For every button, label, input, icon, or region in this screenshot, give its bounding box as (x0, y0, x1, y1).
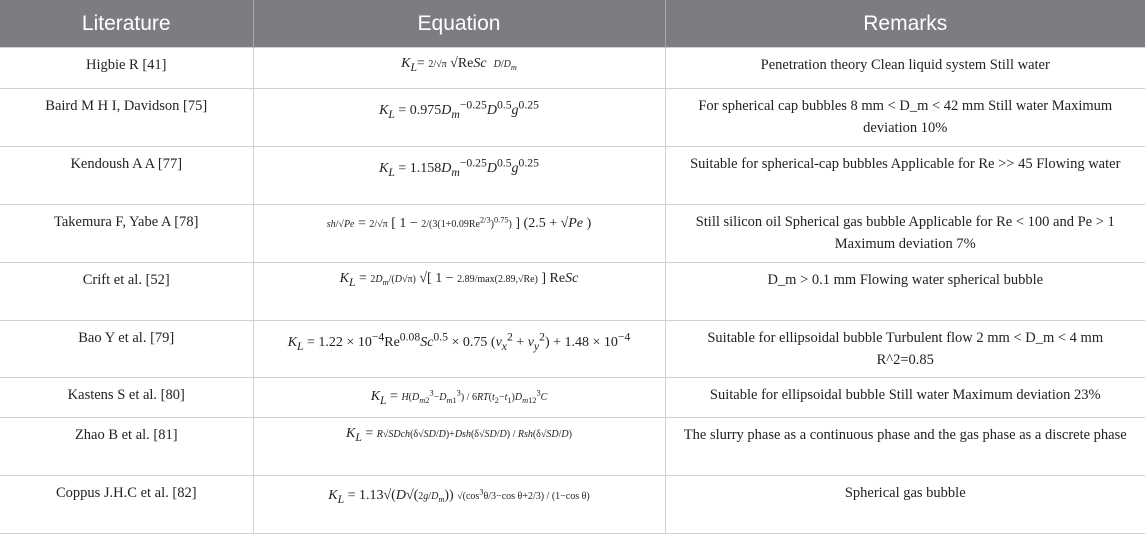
equation-cell: $K_L = 2D_m/(D√\pi)$ √[ 1 − 2.89/max(2.89,√Re) ] ReSc (253, 263, 665, 321)
equation-cell: $K_L = 0.975D_m^{-0.25}D^{0.5}g^{0.25}$ (253, 89, 665, 147)
literature-cell: Baird M H I, Davidson [75] (0, 89, 253, 147)
table-row (0, 321, 1145, 378)
equation-cell: sh/√Pe = 2/√π [ $1 - 2/(3(1+0.09Re^{2/3})^{0.75})$ ] (2.5 + √Pe ) (253, 205, 665, 263)
header-remarks: Remarks (665, 0, 1145, 48)
literature-cell: Takemura F, Yabe A [78] (0, 205, 253, 263)
remarks-cell: Suitable for ellipsoidal bubble Still water Maximum deviation 23% (665, 378, 1145, 418)
equation-cell: $K_L = 1.13√(D√(2g/D_m))$ $√(\cos^3\theta/3-\cos$ θ+2/3) / (1−cos θ) (253, 476, 665, 534)
equation-cell: $K_L = H(D_{m2}^3-D_{m1}^3) / 6RT(t_2-t_1)D_{m12}^3C$ (253, 378, 665, 418)
table-row (0, 147, 1145, 205)
header-row (0, 0, 1145, 48)
literature-cell: Crift et al. [52] (0, 263, 253, 321)
table-row (0, 205, 1145, 263)
equation-cell: $K_L = 1.22 \times 10^{-4}Re^{0.08}Sc^{0.5} \times 0.75$ $(v_x^2 + v_y^2) + 1.48 \times 10^{-4}$ (253, 321, 665, 378)
table-row (0, 263, 1145, 321)
remarks-cell: Suitable for ellipsoidal bubble Turbulent flow 2 mm < D_m < 4 mm R^2=0.85 (665, 321, 1145, 378)
table-row (0, 48, 1145, 89)
table-row (0, 476, 1145, 534)
literature-cell: Kastens S et al. [80] (0, 378, 253, 418)
literature-cell: Zhao B et al. [81] (0, 418, 253, 476)
remarks-cell: The slurry phase as a continuous phase and the gas phase as a discrete phase (665, 418, 1145, 476)
literature-cell: Higbie R [41] (0, 48, 253, 89)
remarks-cell: For spherical cap bubbles 8 mm < D_m < 42 mm Still water Maximum deviation 10% (665, 89, 1145, 147)
table-row (0, 418, 1145, 476)
literature-cell: Bao Y et al. [79] (0, 321, 253, 378)
remarks-cell: Suitable for spherical-cap bubbles Applicable for Re >> 45 Flowing water (665, 147, 1145, 205)
header-equation: Equation (253, 0, 665, 48)
equation-cell: $K_L$ = R√SDch(δ√SD/D)+Dsh(δ√SD/D) / Rsh(δ√SD/D) (253, 418, 665, 476)
literature-cell: Kendoush A A [77] (0, 147, 253, 205)
table-row (0, 378, 1145, 418)
remarks-cell: Spherical gas bubble (665, 476, 1145, 534)
equation-cell: $K_L= 2/√\pi$ √ReSc $D/D_m$ (253, 48, 665, 89)
remarks-cell: Still silicon oil Spherical gas bubble Applicable for Re < 100 and Pe > 1 Maximum deviation 7% (665, 205, 1145, 263)
literature-cell: Coppus J.H.C et al. [82] (0, 476, 253, 534)
header-literature: Literature (0, 0, 253, 48)
remarks-cell: D_m > 0.1 mm Flowing water spherical bubble (665, 263, 1145, 321)
remarks-cell: Penetration theory Clean liquid system Still water (665, 48, 1145, 89)
table-row (0, 89, 1145, 147)
equation-cell: $K_L = 1.158D_m^{-0.25}D^{0.5}g^{0.25}$ (253, 147, 665, 205)
